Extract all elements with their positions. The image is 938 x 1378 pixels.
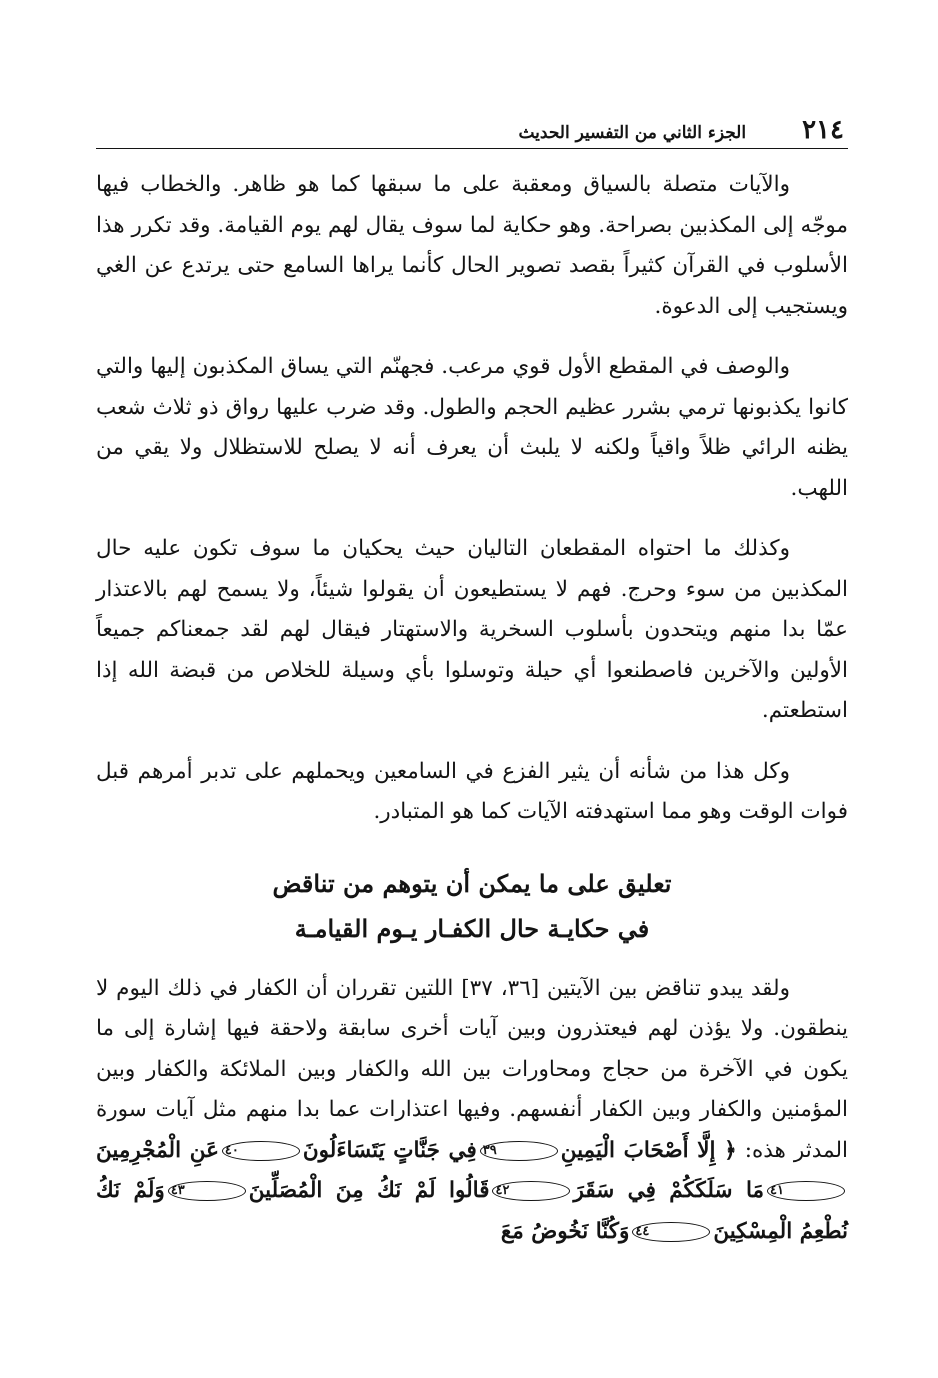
paragraph-5	[96, 969, 848, 1253]
running-title: الجزء الثاني من التفسير الحديث	[518, 123, 747, 143]
page-number: ٢١٤	[802, 115, 844, 145]
verse-42: مَا سَلَكَكُمْ فِي سَقَرَ	[573, 1178, 765, 1203]
ayah-number-41: ٤١	[767, 1181, 845, 1201]
ayah-number-42: ٤٢	[492, 1181, 570, 1201]
quote-open-bracket: ﴿	[724, 1137, 737, 1163]
body-text	[96, 165, 848, 1252]
paragraph-4: وكل هذا من شأنه أن يثير الفزع في السامعين ويحملهم على تدبر أمرهم قبل فوات الوقت وهو مما استهدفته الآيات كما هو المتبادر.	[96, 758, 848, 824]
verse-44: وَلَمْ نَكُ نُطْعِمُ الْمِسْكِينَ	[96, 1178, 848, 1244]
paragraph-3: وكذلك ما احتواه المقطعان التاليان حيث يحكيان ما سوف تكون عليه حال المكذبين من سوء وحرج. فهم لا يستطيعون أن يقولوا شيئاً، ولا يسمح لهم بالاعتذار عمّا بدا منهم ويتحدون بأسلوب السخرية والاستهتار فيقال لهم لقد جمعناكم جميعاً الأولين والآخرين فاصطنعوا أي حيلة وتوسلوا بأي وسيلة للخلاص من قبضة الله إذا استطعتم.	[96, 536, 848, 723]
ayah-number-43: ٤٣	[168, 1181, 246, 1201]
verse-39: إِلَّا أَصْحَابَ الْيَمِينِ	[560, 1137, 716, 1163]
section-title	[96, 861, 848, 951]
ayah-number-40: ٤٠	[222, 1141, 300, 1161]
verse-41: عَنِ الْمُجْرِمِينَ	[96, 1137, 219, 1163]
page-header	[96, 112, 848, 149]
paragraph-5-text: ولقد يبدو تناقض بين الآيتين [٣٦، ٣٧] اللتين تقرران أن الكفار في ذلك اليوم لا ينطقون. ولا يؤذن لهم فيعتذرون وبين آيات أخرى سابقة ولاحقة فيها إشارة إلى ما يكون في الآخرة من حجاج ومحاورات بين الله والكفار وبين الملائكة والكفار وبين المؤمنين والكفار وبين الكفار أنفسهم. وفيها اعتذارات عما بدا منهم مثل آيات سورة المدثر هذه:	[96, 975, 848, 1163]
paragraph-1: والآيات متصلة بالسياق ومعقبة على ما سبقها كما هو ظاهر. والخطاب فيها موجّه إلى المكذبين بصراحة. وهو حكاية لما سوف يقال لهم يوم القيامة. وقد تكرر هذا الأسلوب في القرآن كثيراً بقصد تصوير الحال كأنما يراها السامع حتى يرتدع عن الغي ويستجيب إلى الدعوة.	[96, 172, 848, 319]
verse-43: قَالُوا لَمْ نَكُ مِنَ الْمُصَلِّينَ	[248, 1178, 490, 1203]
ayah-number-39: ٣٩	[480, 1141, 558, 1161]
paragraph-2: والوصف في المقطع الأول قوي مرعب. فجهنّم التي يساق المكذبون إليها والتي كانوا يكذبونها ترمي بشرر عظيم الحجم والطول. وقد ضرب عليها رواق ذو ثلاث شعب يظنه الرائي ظلاً واقياً ولكنه لا يلبث أن يعرف أنه لا يصلح للاستظلال ولا يقي من اللهب.	[96, 354, 848, 501]
verse-40: فِي جَنَّاتٍ يَتَسَاءَلُونَ	[302, 1137, 477, 1163]
section-title-line-1: تعليق على ما يمكن أن يتوهم من تناقض	[272, 868, 672, 898]
verse-45-start: وَكُنَّا نَخُوضُ مَعَ	[500, 1218, 630, 1244]
page	[96, 112, 848, 1272]
section-title-line-2: في حكايـة حال الكفـار يـوم القيامـة	[294, 913, 650, 943]
ayah-number-44: ٤٤	[632, 1222, 710, 1242]
quran-quote	[96, 1138, 848, 1244]
